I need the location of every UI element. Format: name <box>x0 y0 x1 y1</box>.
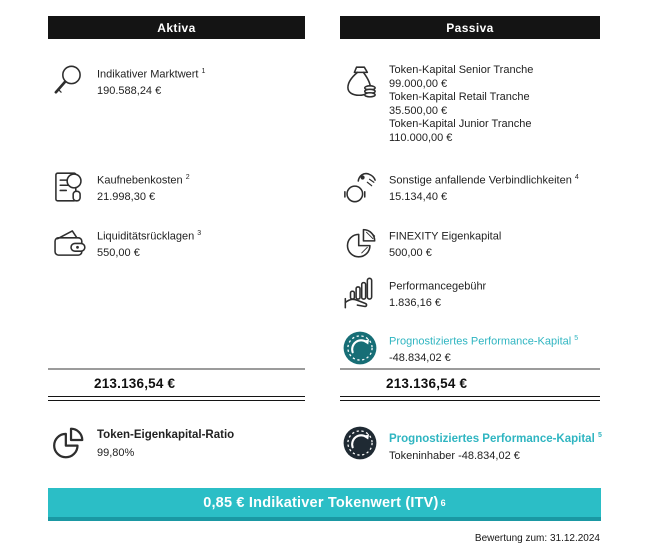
tranche-value: 35.500,00 € <box>389 104 448 117</box>
item-label: FINEXITY Eigenkapital <box>389 230 502 243</box>
kpi-title: Prognostiziertes Performance-Kapital $^5$ <box>389 432 602 445</box>
item-text <box>389 329 578 367</box>
hand-bars-icon <box>340 274 380 312</box>
tranche-label: Token-Kapital Senior Tranche <box>389 64 534 76</box>
row-prognostiziertes-performance-kapital <box>340 329 600 367</box>
item-label: Liquiditätsrücklagen $^3$ <box>97 230 202 243</box>
wallet-icon <box>48 224 88 262</box>
hand-coin-icon <box>340 168 380 206</box>
row-token-kapital-tranchen <box>340 62 600 146</box>
aktiva-total <box>48 368 305 401</box>
item-value: -48.834,02 € <box>389 351 451 364</box>
magnifier-icon <box>48 62 88 100</box>
tranche-value: 99.000,00 € <box>389 77 448 90</box>
row-performancegebuehr <box>340 274 600 312</box>
item-label: Sonstige anfallende Verbindlichkeiten $^4$ <box>389 174 579 187</box>
item-text <box>97 168 190 206</box>
pie-chart-icon <box>340 224 380 262</box>
row-kaufnebenkosten <box>48 168 305 206</box>
item-label: Kaufnebenkosten $^2$ <box>97 174 190 187</box>
indicative-token-value-banner: 0,85 € Indikativer Tokenwert (ITV) 6 <box>48 488 601 521</box>
pie-ratio-icon <box>48 424 88 462</box>
row-finexity-eigenkapital <box>340 224 600 262</box>
total-rule-double <box>48 396 305 401</box>
document-search-icon <box>48 168 88 206</box>
item-value: 550,00 € <box>97 246 140 259</box>
row-sonstige-verbindlichkeiten <box>340 168 600 206</box>
item-text <box>97 62 205 100</box>
kpi-text <box>389 424 602 466</box>
valuation-date: Bewertung zum: 31.12.2024 <box>474 533 600 544</box>
kpi-value: 99,80% <box>97 446 135 459</box>
item-value: 500,00 € <box>389 246 432 259</box>
kpi-title: Token-Eigenkapital-Ratio <box>97 429 235 441</box>
item-label: Indikativer Marktwert $^1$ <box>97 68 206 81</box>
tranche-list <box>389 62 533 146</box>
banner-label: 0,85 € Indikativer Tokenwert (ITV) <box>203 494 439 511</box>
passiva-total-value: 213.136,54 € <box>386 376 468 391</box>
tranche-label: Token-Kapital Junior Tranche <box>389 118 532 131</box>
passiva-column <box>340 16 600 391</box>
item-text <box>389 224 501 262</box>
item-label: Performancegebühr <box>389 280 487 293</box>
row-liquiditaetsruecklagen <box>48 224 305 262</box>
item-value: 21.998,30 € <box>97 190 156 203</box>
tranche-value: 110.000,00 € <box>389 131 453 144</box>
kpi-prognostiziertes-performance-kapital <box>340 424 600 466</box>
item-value: 190.588,24 € <box>97 84 162 97</box>
aktiva-header <box>48 16 305 39</box>
kpi-value: Tokeninhaber -48.834,02 € <box>389 450 520 463</box>
item-text <box>389 274 486 312</box>
aktiva-total-value: 213.136,54 € <box>94 376 176 391</box>
row-indikativer-marktwert <box>48 62 305 100</box>
gauge-dark-icon <box>340 424 380 466</box>
aktiva-header-label: Aktiva <box>157 20 196 35</box>
item-text <box>389 168 579 206</box>
passiva-total <box>340 368 600 401</box>
tranche-label: Token-Kapital Retail Tranche <box>389 91 530 104</box>
passiva-header <box>340 16 600 39</box>
kpi-token-eigenkapital-ratio <box>48 424 305 462</box>
item-text <box>97 224 201 262</box>
gauge-badge-icon <box>340 329 380 367</box>
aktiva-column <box>48 16 305 391</box>
money-bag-icon <box>340 62 380 146</box>
total-rule-double <box>340 396 600 401</box>
item-label: Prognostiziertes Performance-Kapital $^5$ <box>389 335 579 348</box>
item-value: 15.134,40 € <box>389 190 448 203</box>
kpi-text <box>97 424 234 462</box>
item-value: 1.836,16 € <box>389 296 441 309</box>
passiva-header-label: Passiva <box>446 20 494 35</box>
